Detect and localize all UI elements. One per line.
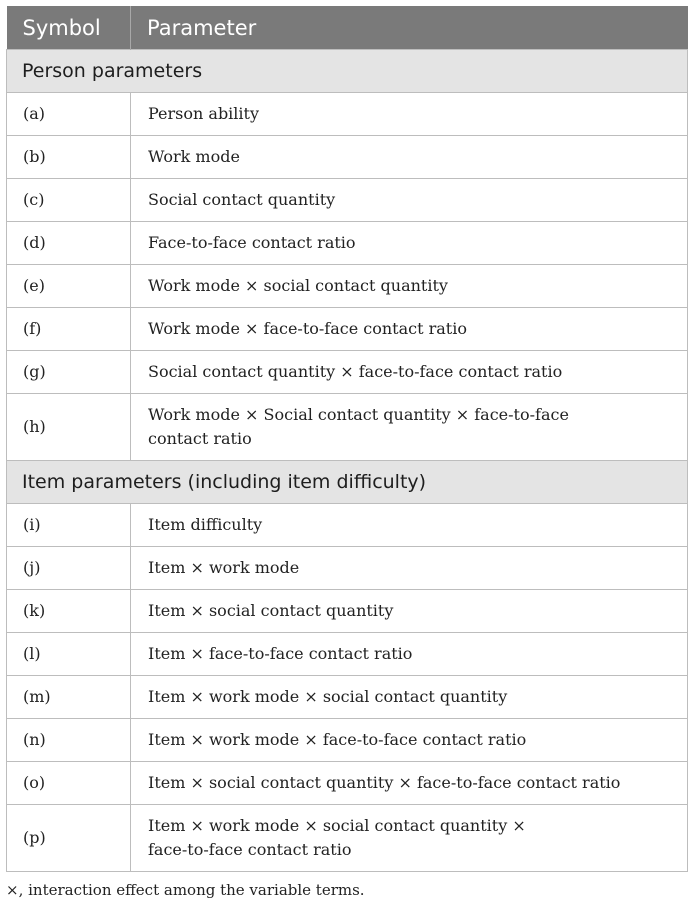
header-symbol: Symbol <box>7 6 131 50</box>
parameter-cell <box>131 394 688 461</box>
table-row <box>7 504 688 547</box>
table-row <box>7 590 688 633</box>
parameter-cell: Item × face-to-face contact ratio <box>131 633 688 676</box>
parameter-cell: Social contact quantity × face-to-face contact ratio <box>131 351 688 394</box>
parameter-cell: Work mode × social contact quantity <box>131 265 688 308</box>
header-parameter: Parameter <box>131 6 688 50</box>
symbol-cell: (h) <box>7 394 131 461</box>
symbol-cell: (e) <box>7 265 131 308</box>
table-row <box>7 676 688 719</box>
parameter-cell: Work mode <box>131 136 688 179</box>
symbol-cell: (i) <box>7 504 131 547</box>
parameter-table-container <box>6 6 687 872</box>
symbol-cell: (d) <box>7 222 131 265</box>
section-title: Item parameters (including item difficulty) <box>7 461 688 504</box>
symbol-cell: (m) <box>7 676 131 719</box>
parameter-cell <box>131 805 688 872</box>
table-row <box>7 633 688 676</box>
table-row <box>7 222 688 265</box>
symbol-cell: (j) <box>7 547 131 590</box>
parameter-cell: Item × social contact quantity <box>131 590 688 633</box>
section-row-item <box>7 461 688 504</box>
symbol-cell: (f) <box>7 308 131 351</box>
parameter-line: contact ratio <box>148 429 252 448</box>
table-row <box>7 394 688 461</box>
parameter-cell: Item × social contact quantity × face-to-face contact ratio <box>131 762 688 805</box>
symbol-cell: (l) <box>7 633 131 676</box>
table-footnote: ×, interaction effect among the variable terms. <box>6 881 365 899</box>
symbol-cell: (c) <box>7 179 131 222</box>
parameter-cell: Item difficulty <box>131 504 688 547</box>
symbol-cell: (p) <box>7 805 131 872</box>
parameter-cell: Item × work mode × social contact quantity <box>131 676 688 719</box>
parameter-cell: Social contact quantity <box>131 179 688 222</box>
section-title: Person parameters <box>7 50 688 93</box>
parameter-line: Item × work mode × social contact quantity × <box>148 816 526 835</box>
parameter-line: Work mode × Social contact quantity × face-to-face <box>148 405 569 424</box>
symbol-cell: (a) <box>7 93 131 136</box>
table-row <box>7 179 688 222</box>
table-row <box>7 308 688 351</box>
parameter-table <box>6 6 688 872</box>
parameter-line: face-to-face contact ratio <box>148 840 352 859</box>
parameter-cell: Work mode × face-to-face contact ratio <box>131 308 688 351</box>
table-row <box>7 547 688 590</box>
section-row-person <box>7 50 688 93</box>
parameter-cell: Item × work mode <box>131 547 688 590</box>
table-row <box>7 719 688 762</box>
table-row <box>7 351 688 394</box>
table-row <box>7 762 688 805</box>
parameter-cell: Face-to-face contact ratio <box>131 222 688 265</box>
table-row <box>7 805 688 872</box>
table-row <box>7 136 688 179</box>
symbol-cell: (g) <box>7 351 131 394</box>
parameter-cell: Person ability <box>131 93 688 136</box>
table-row <box>7 93 688 136</box>
symbol-cell: (k) <box>7 590 131 633</box>
symbol-cell: (o) <box>7 762 131 805</box>
table-header-row <box>7 6 688 50</box>
symbol-cell: (b) <box>7 136 131 179</box>
table-row <box>7 265 688 308</box>
symbol-cell: (n) <box>7 719 131 762</box>
parameter-cell: Item × work mode × face-to-face contact ratio <box>131 719 688 762</box>
